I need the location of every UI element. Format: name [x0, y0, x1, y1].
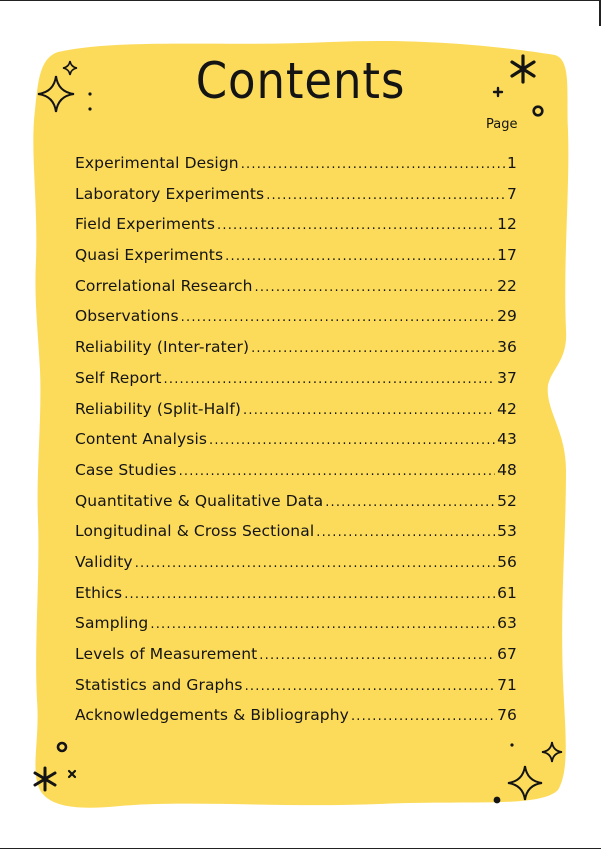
sparkle-icon: [62, 60, 78, 76]
toc-entry[interactable]: Reliability (Split-Half) ..... 42: [75, 394, 517, 425]
toc-entry[interactable]: Statistics and Graphs ..... 71: [75, 670, 517, 701]
toc-entry[interactable]: Case Studies ..... 48: [75, 455, 517, 486]
toc-entry[interactable]: Reliability (Inter-rater) ..... 36: [75, 332, 517, 363]
toc-entry[interactable]: Quantitative & Qualitative Data ..... 52: [75, 486, 517, 517]
toc-entry[interactable]: Experimental Design ..... 1: [75, 148, 517, 179]
contents-list: [75, 148, 517, 731]
toc-entry[interactable]: Levels of Measurement ..... 67: [75, 639, 517, 670]
sparkle-icon: [540, 740, 564, 764]
toc-entry[interactable]: Field Experiments ..... 12: [75, 209, 517, 240]
toc-entry[interactable]: Self Report ..... 37: [75, 363, 517, 394]
sparkle-icon: [36, 74, 76, 114]
toc-entry[interactable]: Content Analysis ..... 43: [75, 424, 517, 455]
toc-entry[interactable]: Laboratory Experiments ..... 7: [75, 179, 517, 210]
toc-entry[interactable]: Quasi Experiments ..... 17: [75, 240, 517, 271]
toc-entry[interactable]: Sampling ..... 63: [75, 608, 517, 639]
dot-icon: [86, 90, 94, 114]
toc-entry[interactable]: Validity ..... 56: [75, 547, 517, 578]
cross-icon: [492, 86, 504, 98]
page-title: Contents: [195, 52, 406, 110]
star-icon: [508, 54, 538, 84]
dot-icon: [55, 740, 69, 754]
page-column-label: Page: [486, 117, 518, 132]
sparkle-icon: [506, 764, 544, 802]
toc-entry[interactable]: Ethics ..... 61: [75, 578, 517, 609]
toc-entry[interactable]: Observations ..... 29: [75, 301, 517, 332]
dot-icon: [492, 795, 502, 805]
dot-icon: [509, 742, 515, 748]
toc-entry[interactable]: Correlational Research ..... 22: [75, 271, 517, 302]
star-icon: [32, 766, 58, 792]
toc-entry[interactable]: Acknowledgements & Bibliography ..... 76: [75, 700, 517, 731]
dot-icon: [531, 104, 545, 118]
cross-icon: [66, 768, 78, 780]
toc-entry[interactable]: Longitudinal & Cross Sectional ..... 53: [75, 516, 517, 547]
